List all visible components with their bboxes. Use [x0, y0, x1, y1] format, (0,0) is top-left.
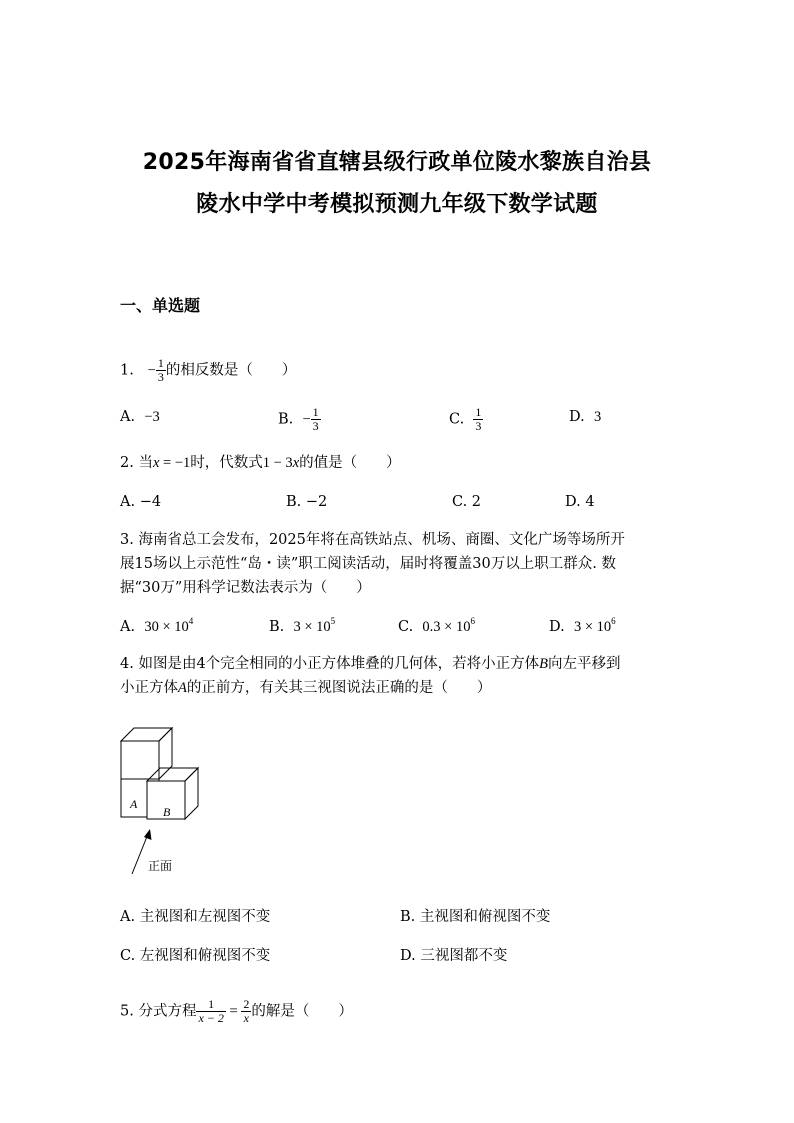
q4-option-b[interactable]: B. 主视图和俯视图不变 [400, 909, 551, 925]
q2-option-b[interactable]: B. −2 [286, 494, 328, 510]
q1-option-d[interactable]: D. 3 [569, 409, 602, 425]
fraction-2-over-x: $\frac{2}{x}$ [243, 997, 250, 1025]
question-3-line-2: 展15场以上示范性“岛・读”职工阅读活动，届时将覆盖30万以上职工群众. 数 [120, 556, 616, 572]
q3-option-a[interactable]: A. $30 \times 10^4$ [120, 616, 194, 635]
q3-option-b[interactable]: B. $3 \times 10^5$ [269, 616, 336, 635]
q4-option-a[interactable]: A. 主视图和左视图不变 [120, 909, 271, 925]
document-title-line-1: 2025年海南省省直辖县级行政单位陵水黎族自治县 [142, 150, 652, 175]
cube-label-a: A [130, 797, 138, 811]
question-text: 的相反数是（ ） [165, 362, 297, 379]
minus-sign: − [147, 362, 156, 379]
front-arrow-head [144, 829, 152, 840]
cube-b-side-face [185, 768, 198, 819]
question-3-line-1: 3. 海南省总工会发布，2025年将在高铁站点、机场、商圈、文化广场等场所开 [120, 532, 625, 548]
question-4-line-2: 小正方体A的正前方，有关其三视图说法正确的是（ ） [120, 680, 492, 696]
q1-option-c[interactable]: C. $\frac{1}{3}$ [449, 405, 482, 433]
question-2: 2. 当x = −1时，代数式1 − 3x的值是（ ） [120, 455, 401, 471]
cube-label-b: B [163, 805, 171, 819]
q2-option-d[interactable]: D. 4 [565, 494, 595, 510]
fraction-1-over-x-minus-2: $\frac{1}{x - 2}$ [198, 997, 224, 1025]
question-1 [120, 357, 296, 384]
cube-side-face [159, 728, 172, 779]
question-number: 1. [120, 362, 134, 379]
q2-option-c[interactable]: C. 2 [452, 494, 482, 510]
q4-option-c[interactable]: C. 左视图和俯视图不变 [120, 948, 271, 964]
q1-option-b[interactable]: B. − $\frac{1}{3}$ [278, 405, 319, 433]
fraction-one-third: $\frac{1}{3}$ [157, 356, 164, 384]
section-heading: 一、单选题 [120, 296, 201, 315]
cube-top-face [121, 728, 172, 741]
document-title-line-2: 陵水中学中考模拟预测九年级下数学试题 [196, 192, 598, 217]
q2-option-a[interactable]: A. −4 [120, 494, 162, 510]
question-3-line-3: 据“30万”用科学记数法表示为（ ） [120, 580, 371, 596]
q4-option-d[interactable]: D. 三视图都不变 [400, 948, 508, 964]
front-label: 正面 [148, 859, 173, 873]
cube-front-face [121, 741, 159, 779]
question-4-line-1: 4. 如图是由4个完全相同的小正方体堆叠的几何体，若将小正方体B向左平移到 [120, 656, 621, 672]
q3-option-d[interactable]: D. $3 \times 10^6$ [549, 616, 616, 635]
front-arrow-line [132, 834, 148, 874]
q1-option-a[interactable]: A. −3 [120, 409, 160, 425]
question-5: 5. 分式方程 $\frac{1}{x - 2}$ = $\frac{2}{x}$ 的解是（ ） [120, 997, 353, 1025]
cube-stack-figure [110, 720, 220, 880]
q3-option-c[interactable]: C. $0.3 \times 10^6$ [398, 616, 475, 635]
